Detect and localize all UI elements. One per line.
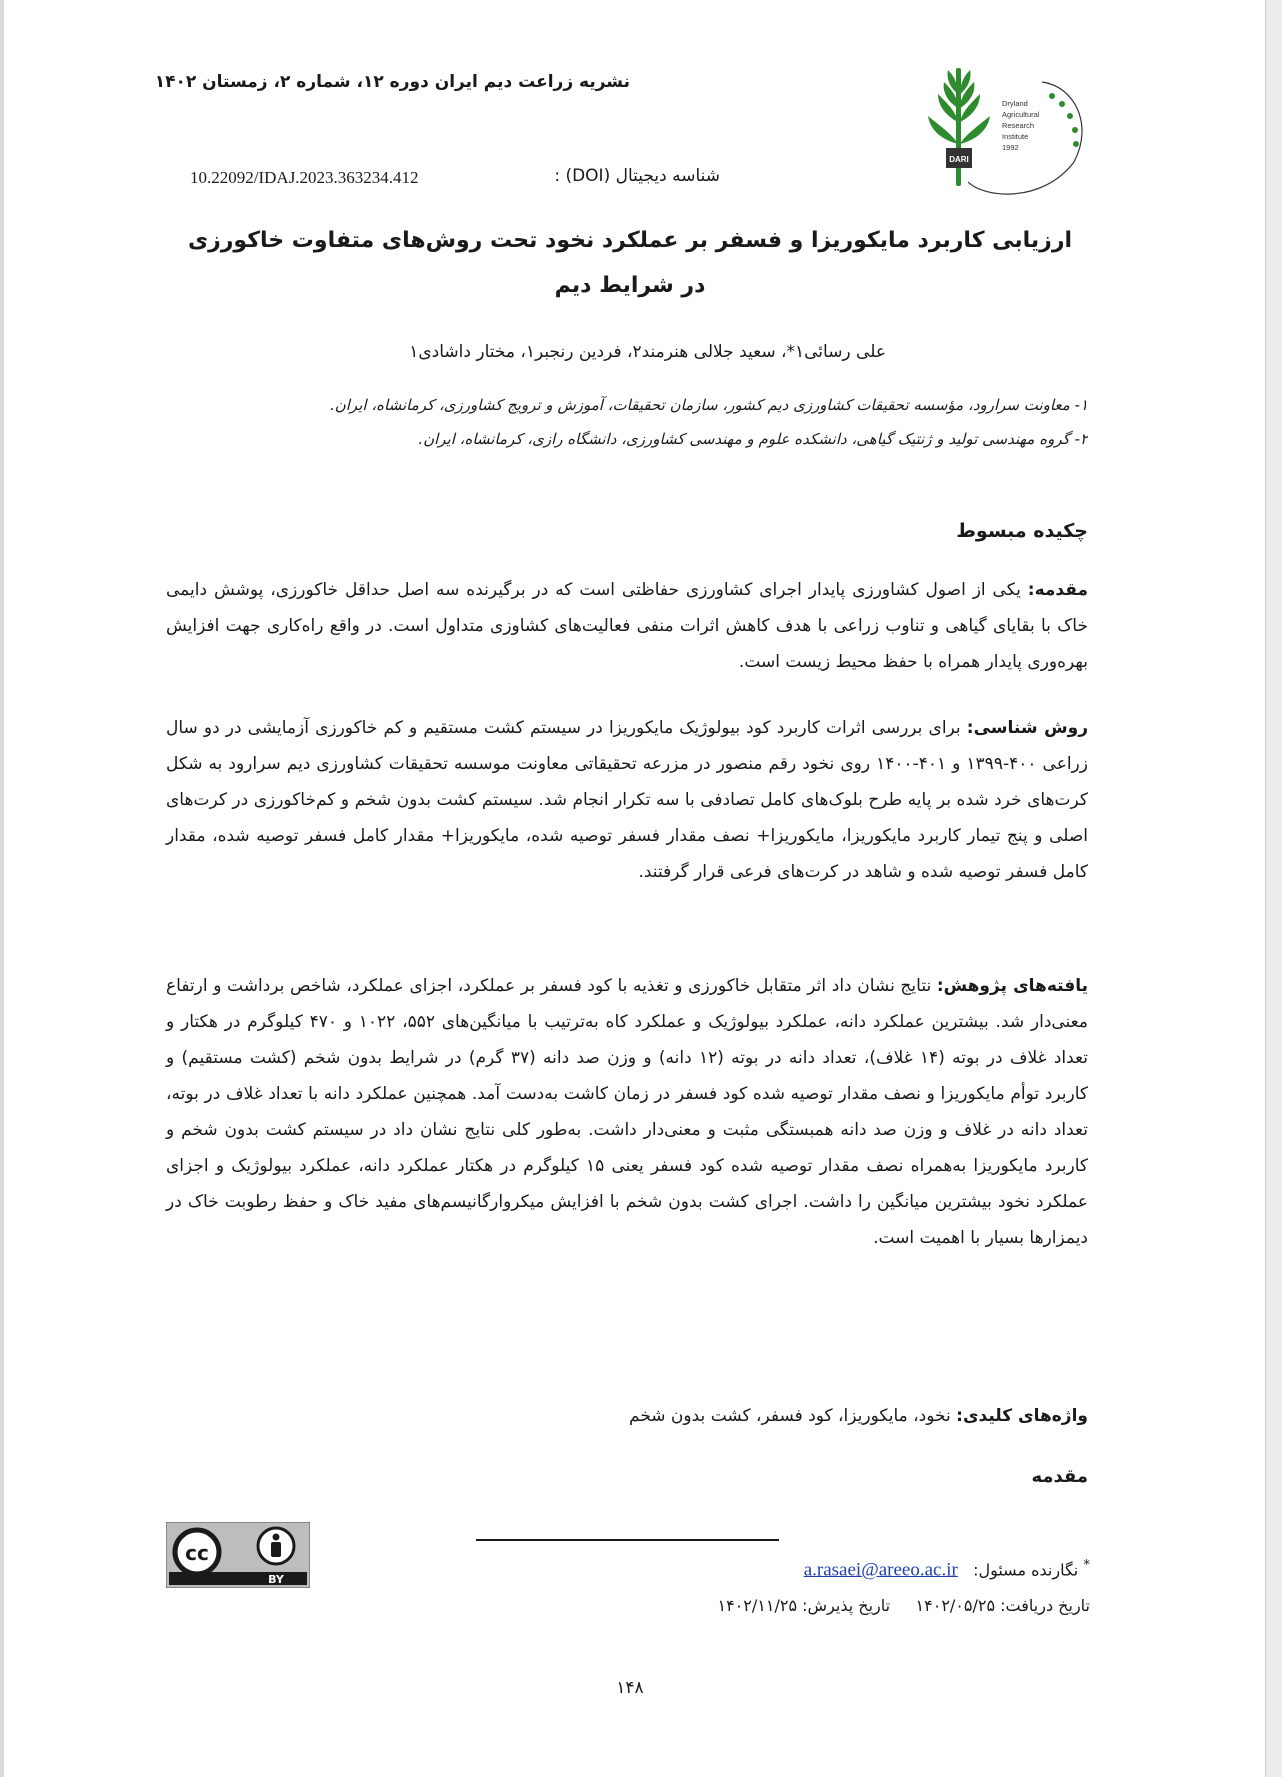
received-date: تاریخ دریافت: ۱۴۰۲/۰۵/۲۵ [915, 1596, 1090, 1615]
sheet-edge-left [0, 0, 4, 1777]
sheet-edge-right [1265, 0, 1282, 1777]
dari-logo-icon [924, 64, 1096, 208]
logo-text-line-1: Dryland [1002, 99, 1028, 108]
article-title [150, 218, 1110, 308]
journal-header: نشریه زراعت دیم ایران دوره ۱۲، شماره ۲، زمستان ۱۴۰۲ [154, 72, 630, 92]
accepted-date: تاریخ پذیرش: ۱۴۰۲/۱۱/۲۵ [717, 1596, 891, 1615]
introduction-text: یکی از اصول کشاورزی پایدار اجرای کشاورزی حفاظتی است که در برگیرنده سه اصل حداقل خاکورزی، پوشش دایمی خاک با بقایای گیاهی و تناوب زراعی با هدف کاهش اثرات منفی فعالیت‌های کشاوزی متداول است. در واقع راه‌کاری جهت افزایش بهره‌وری پایدار همراه با حفظ محیط زیست است. [166, 580, 1088, 672]
by-text: BY [268, 1573, 284, 1586]
abstract-heading: چکیده مبسوط [956, 520, 1088, 542]
introduction-label: مقدمه: [1027, 580, 1088, 600]
keywords-label: واژه‌های کلیدی: [956, 1406, 1088, 1426]
submission-dates [580, 1596, 1090, 1615]
methodology-label: روش شناسی: [966, 718, 1088, 738]
logo-text-line-3: Research [1002, 121, 1035, 130]
keywords [150, 1406, 1088, 1426]
footnote-divider [476, 1539, 779, 1541]
logo-mark-text: DARI [949, 155, 969, 164]
footnote-marker: * [1083, 1558, 1090, 1573]
email-link[interactable]: a.rasaei@areeo.ac.ir [803, 1559, 958, 1581]
abstract-results [166, 968, 1088, 1256]
introduction-heading: مقدمه [1031, 1466, 1088, 1487]
cc-by-license-icon[interactable] [166, 1522, 310, 1588]
corresponding-label: نگارنده مسئول: [973, 1560, 1079, 1580]
corresponding-author [600, 1558, 1090, 1581]
abstract-methodology [166, 710, 1088, 890]
logo-text-line-4: Institute [1002, 132, 1029, 141]
affiliation-1: ۱- معاونت سرارود، مؤسسه تحقیقات کشاورزی دیم کشور، سازمان تحقیقات، آموزش و ترویج کشاورزی، کرمانشاه، ایران. [329, 396, 1088, 414]
results-text: نتایج نشان داد اثر متقابل خاکورزی و تغذیه با کود فسفر بر عملکرد، اجزای عملکرد، شاخص برداشت و ارتفاع معنی‌دار شد. بیشترین عملکرد دانه، عملکرد بیولوژیک و عملکرد کاه به‌ترتیب با میانگین‌های ۵۵۲، ۱۰۲۲ و ۴۷۰ کیلوگرم در هکتار و تعداد غلاف در بوته (۱۴ غلاف)، تعداد دانه در بوته (۱۲ دانه) و وزن صد دانه (۳۷ گرم) در شرایط بدون شخم (کشت مستقیم) و کاربرد توأم مایکوریزا و نصف مقدار توصیه شده کود فسفر در زمان کاشت به‌دست آمد. همچنین عملکرد دانه با تعداد غلاف در بوته، تعداد دانه در غلاف و وزن صد دانه همبستگی مثبت و معنی‌دار داشت. به‌طور کلی نتایج نشان داد در سیستم کشت بدون شخم و کاربرد مایکوریزا به‌همراه نصف مقدار توصیه شده کود فسفر یعنی ۱۵ کیلوگرم در هکتار عملکرد دانه، عملکرد بیولوژیک و اجزای عملکرد نخود بیشترین میانگین را داشت. اجرای کشت بدون شخم با افزایش میکروارگانیسم‌های مفید خاک و حفظ رطوبت خاک در دیمزارها بسیار با اهمیت است. [166, 976, 1088, 1248]
title-line-1: ارزیابی کاربرد مایکوریزا و فسفر بر عملکرد نخود تحت روش‌های متفاوت خاکورزی [187, 228, 1073, 253]
authors: علی رسائی۱*، سعید جلالی هنرمند۲، فردین رنجبر۱، مختار داشادی۱ [409, 342, 886, 362]
results-label: یافته‌های پژوهش: [936, 976, 1088, 996]
doi-label: شناسه دیجیتال (DOI) : [554, 166, 720, 186]
title-line-2: در شرایط دیم [554, 273, 706, 298]
methodology-text: برای بررسی اثرات کاربرد کود بیولوژیک مایکوریزا در سیستم کشت مستقیم و کم خاکورزی آزمایشی در دو سال زراعی ۴۰۰-۱۳۹۹ و ۴۰۱-۱۴۰۰ روی نخود رقم منصور در مزرعه تحقیقاتی معاونت موسسه تحقیقات کشاورزی دیم سرارود به شکل کرت‌های خرد شده بر پایه طرح بلوک‌های کامل تصادفی با سه تکرار انجام شد. سیستم کشت بدون شخم و کم‌خاکورزی در کرت‌های اصلی و پنج تیمار کاربرد مایکوریزا، مایکوریزا+ نصف مقدار فسفر توصیه شده، مایکوریزا+ مقدار کامل فسفر توصیه شده، مقدار کامل فسفر توصیه شده و شاهد در کرت‌های فرعی قرار گرفتند. [166, 718, 1088, 882]
logo-text-line-2: Agricultural [1002, 110, 1040, 119]
doi-line [190, 166, 720, 192]
abstract-introduction [166, 572, 1088, 680]
doi-value: 10.22092/IDAJ.2023.363234.412 [190, 168, 419, 187]
logo-text-line-5: 1992 [1002, 143, 1019, 152]
affiliation-2: ۲- گروه مهندسی تولید و ژنتیک گیاهی، دانشکده علوم و مهندسی کشاورزی، دانشگاه رازی، کرمانشاه، ایران. [418, 430, 1088, 448]
page-number: ۱۴۸ [616, 1678, 644, 1698]
keywords-text: نخود، مایکوریزا، کود فسفر، کشت بدون شخم [629, 1406, 957, 1426]
cc-mark-text: cc [185, 1541, 209, 1565]
